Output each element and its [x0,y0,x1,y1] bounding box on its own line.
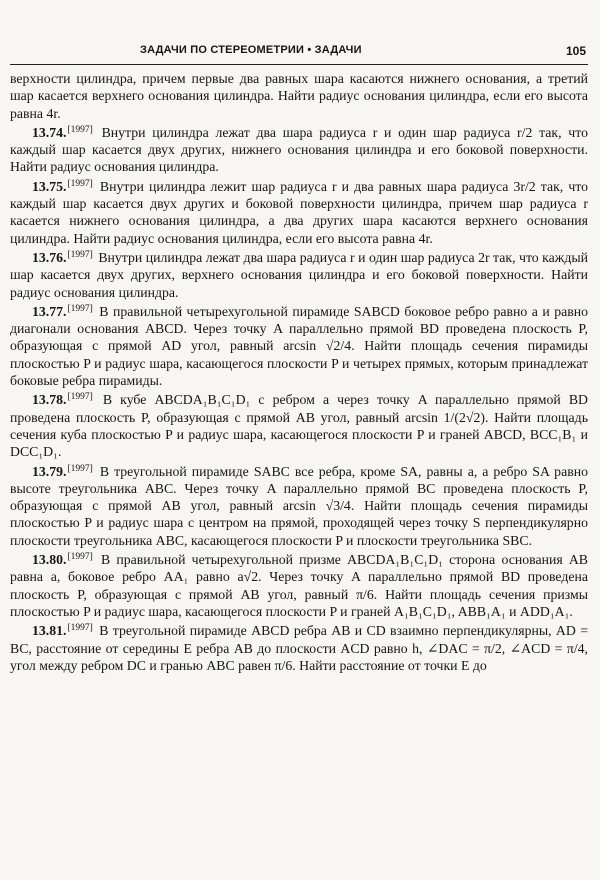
problem-13-81 [10,620,588,674]
problem-13-75 [10,176,588,247]
problem-13-79 [10,461,588,549]
problem-number: 13.81. [32,623,67,639]
problem-year: [1997] [67,249,93,260]
problem-text: Внутри цилиндра лежит шар радиуса r и два равных шара радиуса 3r/2 так, что каждый шар касается двух других и боковой поверхности цилиндра, причем шар радиуса r касается нижнего основания цилиндра, а два других шара касаются верхнего основания цилиндра. Найти радиус основания цилиндра, если его высота равна 4r. [10,178,588,246]
problem-13-76 [10,247,588,301]
problem-13-77 [10,301,588,389]
problem-text: В кубе ABCDA₁B₁C₁D₁ с ребром a через точку A параллельно прямой BD проведена плоскость P, образующая с прямой AB угол, равный arcsin 1/(2√2). Найти площадь сечения куба плоскостью P и радиус шара, касающегося плоскости P и граней ABCD, BCC₁B₁ и DCC₁D₁. [10,392,588,460]
problem-year: [1997] [67,623,93,634]
problem-number: 13.77. [32,303,67,319]
problem-number: 13.80. [32,552,67,568]
running-header [10,42,588,65]
page-body [10,70,588,674]
problem-year: [1997] [67,303,93,314]
problem-text: В треугольной пирамиде SABC все ребра, кроме SA, равны a, а ребро SA равно высоте треугольника ABC. Через точку A параллельно прямой BC проведена плоскость P, образующая с прямой AB угол, равный arcsin √3/4. Найти площадь сечения пирамиды плоскостью P и радиус шара с центром на прямой, проходящей через точку S перпендикулярно плоскости треугольника ABC, касающегося плоскости P и плоскости треугольника SBC. [10,463,588,548]
problem-text: В правильной четырехугольной призме ABCDA₁B₁C₁D₁ сторона основания AB равна a, боковое ребро AA₁ равно a√2. Через точку A параллельно прямой BD проведена плоскость P, образующая с прямой AB угол, равный π/6. Найти площадь сечения призмы плоскостью P и радиус шара, касающегося плоскости P и граней A₁B₁C₁D₁, ABB₁A₁ и ADD₁A₁. [10,552,588,619]
problem-number: 13.78. [32,392,67,408]
problem-year: [1997] [67,552,93,563]
problem-year: [1997] [67,124,93,135]
problem-number: 13.74. [32,124,67,140]
page-number: 105 [565,44,586,58]
problem-text: Внутри цилиндра лежат два шара радиуса r и один шар радиуса 2r так, что каждый шар касается двух других, верхнего основания цилиндра и его боковой поверхности. Найти радиус основания цилиндра. [10,249,589,300]
problem-text: В правильной четырехугольной пирамиде SABCD боковое ребро равно a и равно диагонали основания ABCD. Через точку A параллельно прямой BD проведена плоскость P, образующая с прямой AD угол, равный arcsin √2/4. Найти площадь сечения пирамиды плоскостью P и радиус шара, касающегося плоскости P и четырех прямых, которым принадлежат боковые ребра пирамиды. [10,303,589,389]
header-title: ЗАДАЧИ ПО СТЕРЕОМЕТРИИ • ЗАДАЧИ [140,44,362,56]
problem-year: [1997] [67,392,93,403]
problem-number: 13.76. [32,249,67,265]
problem-13-80 [10,549,588,620]
problem-13-74 [10,122,588,176]
problem-text: Внутри цилиндра лежат два шара радиуса r и один шар радиуса r/2 так, что каждый шар касается двух других, нижнего основания цилиндра и его боковой поверхности. Найти радиус основания цилиндра. [10,124,588,175]
problem-13-78 [10,389,588,460]
problem-year: [1997] [67,463,93,474]
problem-text: В треугольной пирамиде ABCD ребра AB и CD взаимно перпендикулярны, AD = BC, расстояние от середины E ребра AB до плоскости ACD равно h, ∠DAC = π/2, ∠ACD = π/4, угол между ребром DC и гранью ABC равен π/6. Найти расстояние от точки E до [10,623,588,673]
continuation-paragraph: верхности цилиндра, причем первые два равных шара касаются нижнего основания, а третий шар касается верхнего основания цилиндра. Найти радиус основания цилиндра, если его высота равна 4r. [10,71,588,121]
problem-year: [1997] [67,178,93,189]
problem-number: 13.75. [32,178,67,194]
problem-number: 13.79. [32,463,67,479]
